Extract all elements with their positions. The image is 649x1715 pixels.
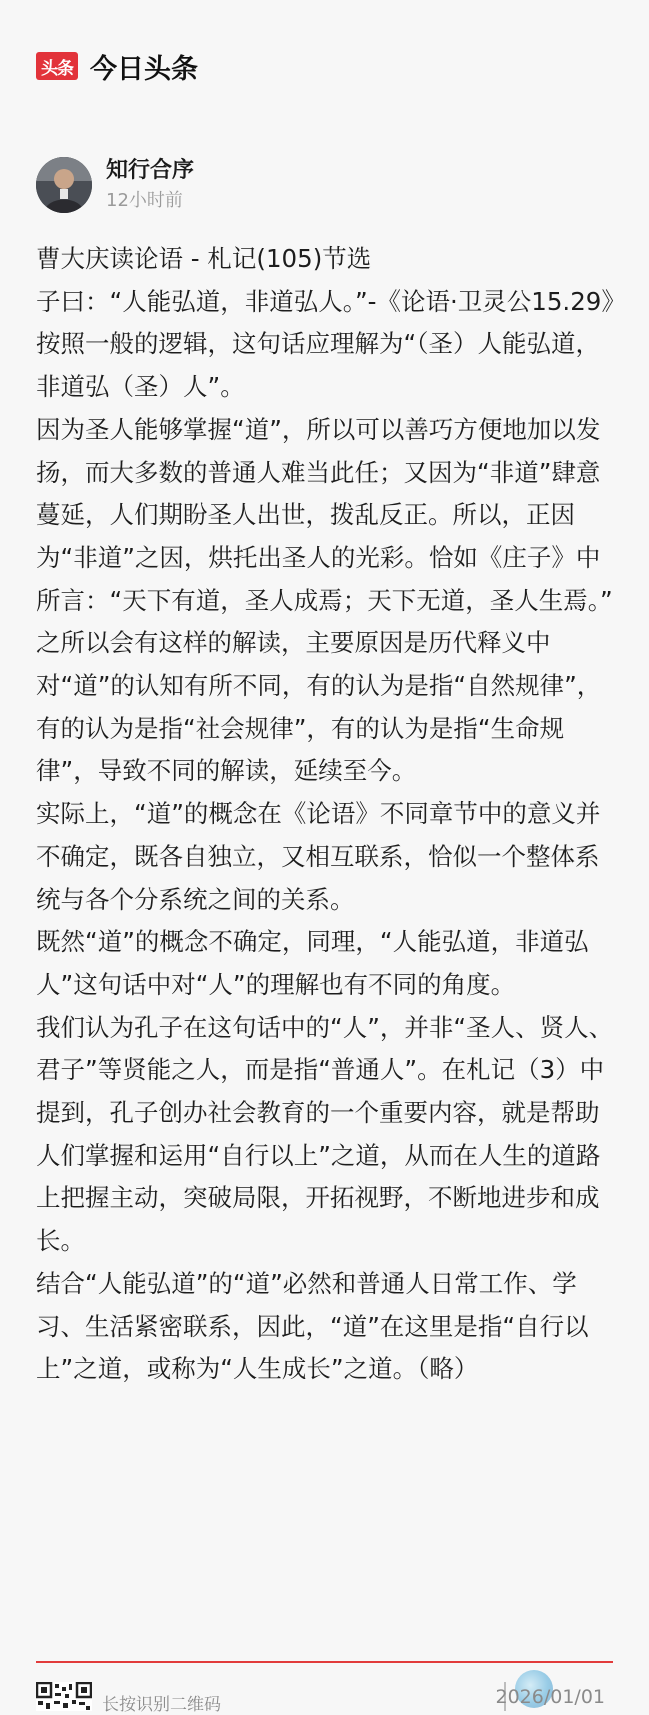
author-meta [106,156,194,214]
avatar[interactable] [36,157,92,213]
article-paragraph: 既然“道”的概念不确定，同理，“人能弘道，非道弘人”这句话中对“人”的理解也有不同的角度。 [36,927,589,999]
app-name: 今日头条 [90,53,198,85]
toutiao-logo-icon: 头条 [36,52,78,80]
post-time: 12小时前 [106,190,183,211]
article-paragraph: 按照一般的逻辑，这句话应理解为“（圣）人能弘道，非道弘（圣）人”。 [36,329,600,402]
article-paragraph: 之所以会有这样的解读，主要原因是历代释义中对“道”的认知有所不同，有的认为是指“自然规律”，有的认为是指“社会规律”，有的认为是指“生命规律”，导致不同的解读，延续至今。 [36,628,602,786]
author-name[interactable]: 知行合序 [106,158,195,183]
footer-date: 2026/01/01 [495,1686,605,1708]
footer-divider [36,1661,613,1663]
article-paragraph: 结合“人能弘道”的“道”必然和普通人日常工作、学习、生活紧密联系，因此，“道”在这里是指“自行以上”之道，或称为“人生成长”之道。（略） [36,1268,589,1384]
article-paragraph: 我们认为孔子在这句话中的“人”，并非“圣人、贤人、君子”等贤能之人，而是指“普通人”。在札记（3）中提到，孔子创办社会教育的一个重要内容，就是帮助人们掌握和运用“自行以上”之道，从而在人生的道路上把握主动，突破局限，开拓视野，不断地进步和成长。 [36,1012,614,1256]
author-block[interactable] [36,156,194,214]
article-paragraph: 实际上，“道”的概念在《论语》不同章节中的意义并不确定，既各自独立，又相互联系，恰似一个整体系统与各个分系统之间的关系。 [36,799,601,914]
article-title: 曹大庆读论语 - 札记(105)节选 [36,244,372,273]
qr-code-icon[interactable] [36,1682,92,1711]
article-paragraph: 因为圣人能够掌握“道”，所以可以善巧方便地加以发扬，而大多数的普通人难当此任；又因为“非道”肆意蔓延，人们期盼圣人出世，拨乱反正。所以，正因为“非道”之因，烘托出圣人的光彩。恰如《庄子》中所言：“天下有道，圣人成焉；天下无道，圣人生焉。” [36,414,613,615]
article-paragraph: 子曰：“人能弘道，非道弘人。”-《论语·卫灵公15.29》 [36,286,626,316]
article-body [36,238,626,1391]
footer [36,1682,613,1715]
avatar-photo-icon [36,157,92,213]
app-header [36,46,198,86]
qr-hint-text: 长按识别二维码 [102,1695,221,1715]
